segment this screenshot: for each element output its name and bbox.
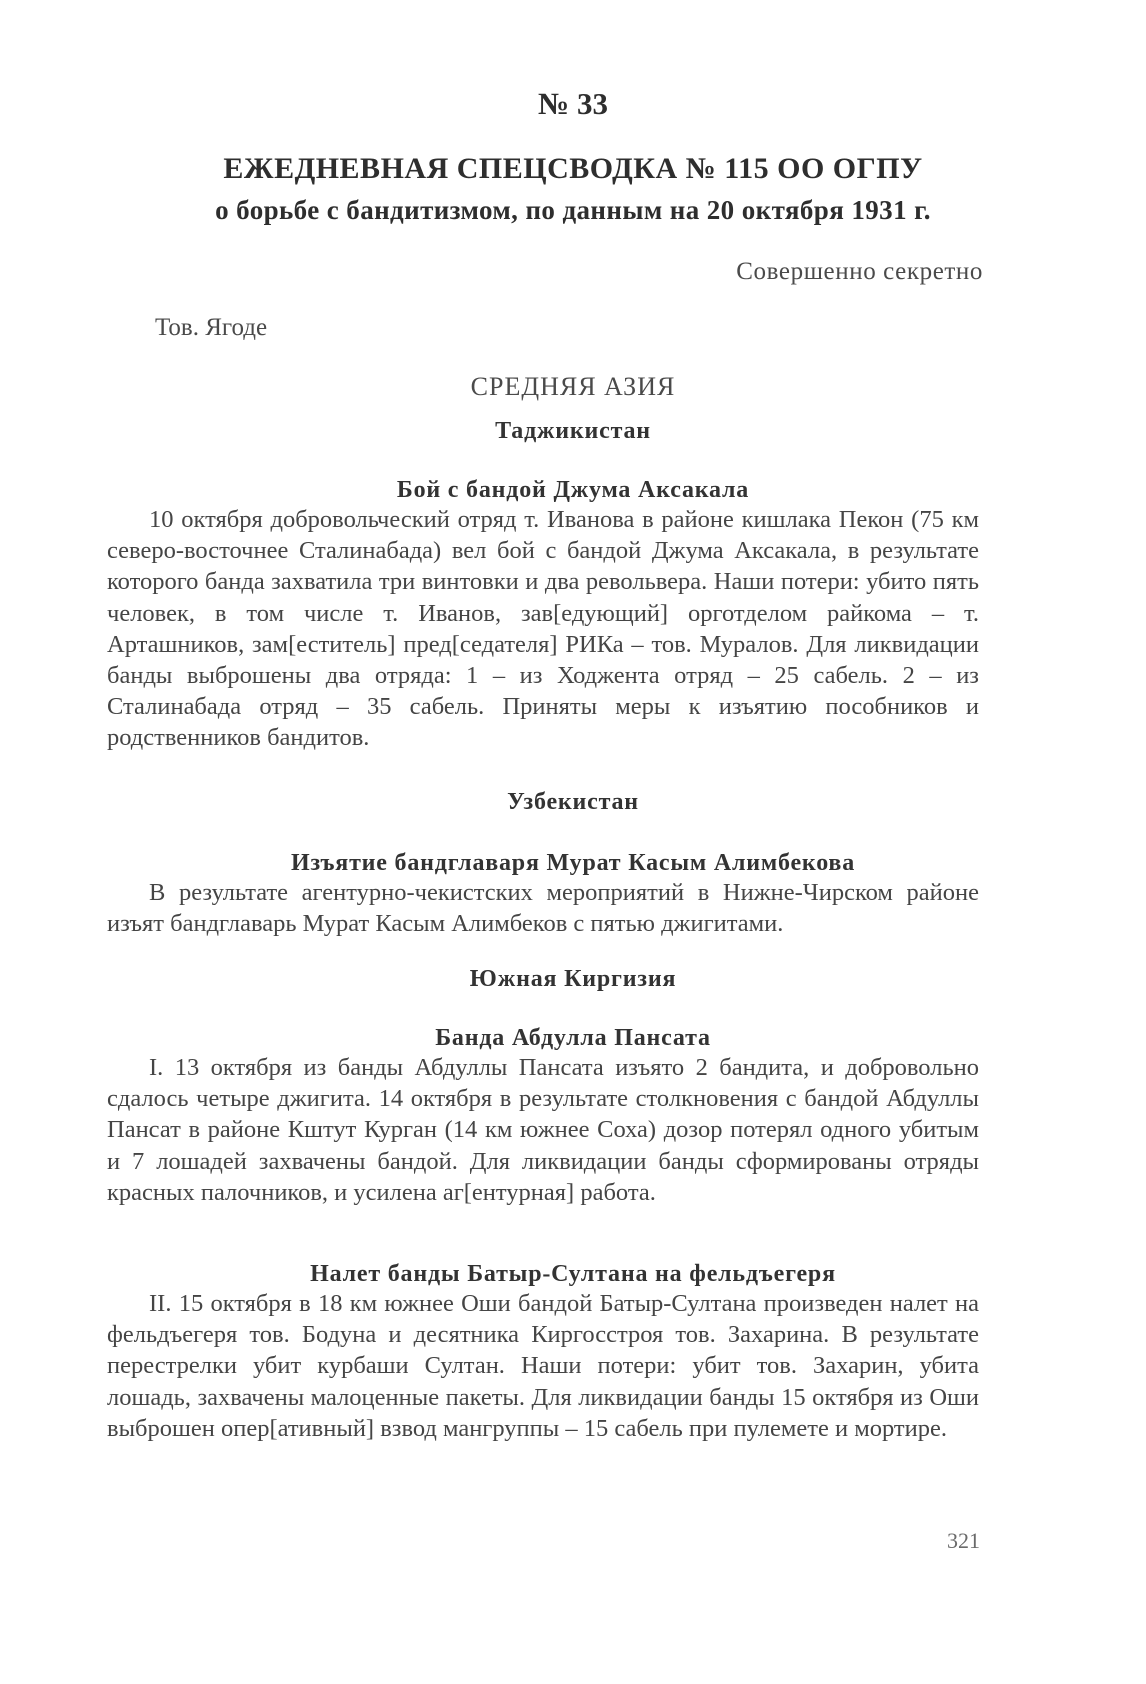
section-text-pansat bbox=[107, 1052, 979, 1208]
republic-heading-tajikistan: Таджикистан bbox=[495, 418, 651, 444]
republic-heading-uzbekistan: Узбекистан bbox=[507, 789, 639, 815]
section-heading-alimbekov: Изъятие бандглаваря Мурат Касым Алимбекова bbox=[290, 850, 855, 876]
document-title: ЕЖЕДНЕВНАЯ СПЕЦСВОДКА № 115 ОО ОГПУ bbox=[223, 152, 923, 185]
document-subtitle: о борьбе с бандитизмом, по данным на 20 октября 1931 г. bbox=[215, 195, 931, 225]
region-heading: СРЕДНЯЯ АЗИЯ bbox=[470, 372, 676, 401]
document-number: № 33 bbox=[538, 86, 608, 121]
addressee: Тов. Ягоде bbox=[155, 314, 268, 341]
page-number: 321 bbox=[947, 1528, 980, 1553]
section-text-batyr-sultan-body: II. 15 октября в 18 км южнее Оши бандой Батыр-Султана произведен налет на фельдъегеря тов. Бодуна и десятника Киргосстроя тов. Захарина. В результате перестрелки убит курбаши Султан. Наши потери: убит тов. Захарин, убита лошадь, захвачены малоценные пакеты. Для ликвидации банды 15 октября из Оши выброшен опер[ативный] взвод мангруппы – 15 сабель при пулемете и мортире. bbox=[107, 1290, 979, 1442]
section-heading-pansat: Банда Абдулла Пансата bbox=[435, 1025, 711, 1051]
section-text-alimbekov-body: В результате агентурно-чекистских мероприятий в Нижне-Чирском районе изъят бандглаварь Мурат Касым Алимбеков с пятью джигитами. bbox=[107, 879, 979, 938]
section-text-aksakal-body: 10 октября добровольческий отряд т. Иванова в районе кишлака Пекон (75 км северо-восточнее Сталинабада) вел бой с бандой Джума Аксакала, в результате которого банда захватила три винтовки и два револьвера. Наши потери: убито пять человек, в том числе т. Иванов, зав[едующий] орготделом райкома – т. Арташников, зам[еститель] пред[седателя] РИКа – тов. Муралов. Для ликвидации банды выброшены два отряда: 1 – из Ходжента отряд – 25 сабель. 2 – из Сталинабада отряд – 35 сабель. Приняты меры к изъятию пособников и родственников бандитов. bbox=[107, 506, 979, 752]
classification-mark: Совершенно секретно bbox=[736, 258, 983, 285]
republic-heading-south-kyrgyzstan: Южная Киргизия bbox=[469, 966, 677, 992]
section-text-aksakal bbox=[107, 504, 979, 754]
section-heading-aksakal: Бой с бандой Джума Аксакала bbox=[396, 477, 750, 503]
section-text-pansat-body: I. 13 октября из банды Абдуллы Пансата изъято 2 бандита, и добровольно сдалось четыре джигита. 14 октября в результате столкновения с бандой Абдуллы Пансат в районе Кштут Курган (14 км южнее Соха) дозор потерял одного убитым и 7 лошадей захвачены бандой. Для ликвидации банды сформированы отряды красных палочников, и усилена аг[ентурная] работа. bbox=[107, 1054, 979, 1206]
section-text-batyr-sultan bbox=[107, 1288, 979, 1444]
section-heading-batyr-sultan: Налет банды Батыр-Султана на фельдъегеря bbox=[310, 1261, 836, 1287]
section-text-alimbekov bbox=[107, 877, 979, 939]
